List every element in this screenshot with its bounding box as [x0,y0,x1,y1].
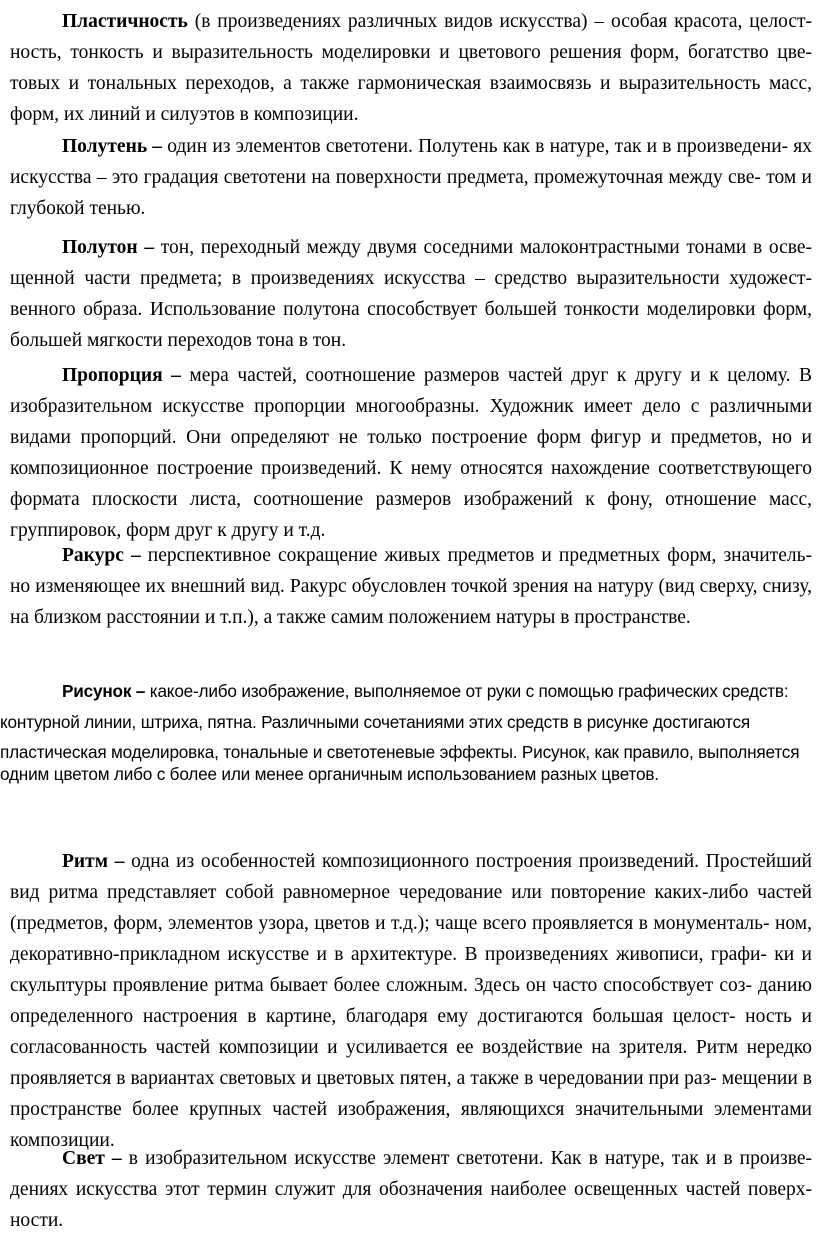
paragraph-ritm [10,846,812,1156]
definition-svet: в изобразительном искусстве элемент светотени. Как в натуре, так и в произве- дениях искусства этот термин служит для обозначения наиболее освещенных частей поверх- ности. [10,1148,812,1231]
definition-poluton: тон, переходный между двумя соседними малоконтрастными тонами в осве- щенной части предмета; в произведениях искусства – средство выразительности художест- венного образа. Использование полутона способствует большей тонкости моделировки форм, большей мягкости переходов тона в тон. [10,237,812,351]
paragraph-plastichnost [10,6,812,130]
definition-poluten: один из элементов светотени. Полутень как в натуре, так и в произведени- ях искусства – это градация светотени на поверхности предмета, промежуточная между све- том и глубокой тенью. [10,136,812,219]
paragraph-proportsiya [10,360,812,546]
paragraph-poluton [10,232,812,356]
definition-rakurs: перспективное сокращение живых предметов и предметных форм, значитель- но изменяющее их внешний вид. Ракурс обусловлен точкой зрения на натуру (вид сверху, снизу, на близком расстоянии и т.п.), а также самим положением натуры в пространстве. [10,545,812,628]
term-plastichnost: Пластичность [62,11,188,32]
term-poluton: Полутон – [62,237,155,258]
risunok-line-1: контурной линии, штриха, пятна. Различными сочетаниями этих средств в рисунке достигаются [0,712,750,732]
term-poluten: Полутень – [62,136,163,157]
risunok-line-2: пластическая моделировка, тональные и светотеневые эффекты. Рисунок, как правило, выполняется одним цветом либо с более или менее органичным использованием разных цветов. [0,742,800,784]
term-risunok: Рисунок – [62,681,146,701]
term-rakurs: Ракурс – [62,545,141,566]
definition-risunok-head: какое-либо изображение, выполняемое от руки с помощью графических средств: [145,681,789,701]
definition-plastichnost: (в произведениях различных видов искусства) – особая красота, целост- ность, тонкость и выразительность моделировки и цветового решения форм, богатство цве- товых и тональных переходов, а также гармоническая взаимосвязь и выразительность масс, форм, их линий и силуэтов в композиции. [10,11,812,125]
paragraph-svet [10,1143,812,1236]
risunok-head [0,680,816,702]
paragraph-poluten [10,131,812,224]
term-svet: Свет – [62,1148,122,1169]
paragraph-risunok [0,680,816,785]
term-proportsiya: Пропорция – [62,365,181,386]
definition-proportsiya: мера частей, соотношение размеров частей друг к другу и к целому. В изобразительном искусстве пропорции многообразны. Художник имеет дело с различными видами пропорций. Они определяют не только построение форм фигур и предметов, но и композиционное построение произведений. К нему относятся нахождение соответствующего формата плоскости листа, соотношение размеров изображений к фону, отношение масс, группировок, форм друг к другу и т.д. [10,365,812,541]
definition-ritm: одна из особенностей композиционного построения произведений. Простейший вид ритма представляет собой равномерное чередование или повторение каких-либо частей (предметов, форм, элементов узора, цветов и т.д.); чаще всего проявляется в монументаль- ном, декоративно-прикладном искусстве и в архитектуре. В произведениях живописи, графи- ки и скульптуры проявление ритма бывает более сложным. Здесь он часто способствует соз- данию определенного настроения в картине, благодаря ему достигаются большая целост- ность и согласованность частей композиции и усиливается ее воздействие на зрителя. Ритм нередко проявляется в вариантах световых и цветовых пятен, а также в чередовании при раз- мещении в пространстве более крупных частей изображения, являющихся значительными элементами композиции. [10,851,812,1151]
paragraph-rakurs [10,540,812,633]
term-ritm: Ритм – [62,851,125,872]
